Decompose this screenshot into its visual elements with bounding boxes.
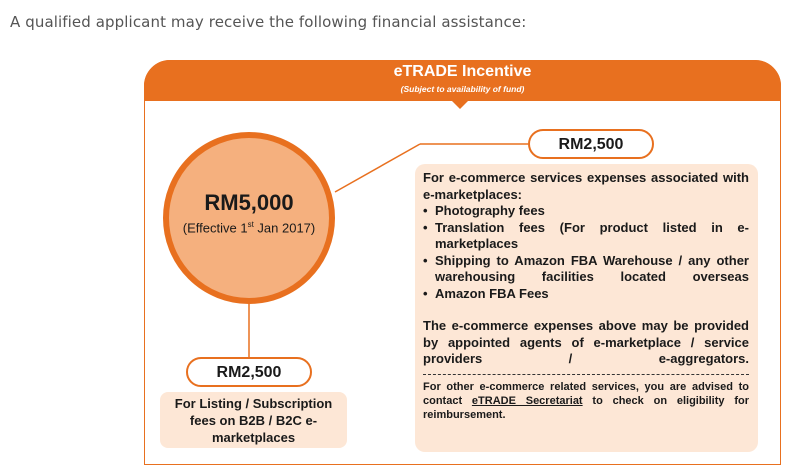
- eservices-description-box: [415, 164, 758, 452]
- banner-subtitle: (Subject to availability of fund): [400, 84, 525, 94]
- list-item: • Photography fees: [423, 203, 749, 220]
- expenses-note: The e-commerce expenses above may be provided by appointed agents of e-marketplace / service providers / e-aggregators.: [423, 318, 749, 366]
- list-item: • Shipping to Amazon FBA Warehouse / any other warehousing facilities located overseas: [423, 253, 749, 286]
- secretariat-link[interactable]: eTRADE Secretariat: [471, 394, 583, 407]
- dashed-divider: [423, 374, 749, 375]
- banner-title: eTRADE Incentive: [393, 63, 532, 80]
- list-item: • Amazon FBA Fees: [423, 286, 749, 303]
- effective-date: (Effective 1st Jan 2017): [182, 220, 316, 236]
- total-amount-circle: [163, 132, 335, 304]
- listing-fees-box: For Listing / Subscription fees on B2B / B2C e-marketplaces: [160, 392, 347, 448]
- right-amount-pill: RM2,500: [528, 129, 654, 159]
- list-item: • Translation fees (For product listed in e-marketplaces: [423, 220, 749, 253]
- expense-list: [423, 203, 749, 302]
- eservices-intro: For e-commerce services expenses associated with e-marketplaces:: [423, 170, 749, 202]
- intro-text: A qualified applicant may receive the following financial assistance:: [10, 13, 527, 31]
- left-amount-pill: RM2,500: [186, 357, 312, 387]
- footnote: For other e-commerce related services, you are advised to contact eTRADE Secretariat to check on eligibility for reimbursement.: [423, 380, 749, 421]
- total-amount: RM5,000: [204, 190, 294, 215]
- connector-circle-to-right: [335, 144, 420, 192]
